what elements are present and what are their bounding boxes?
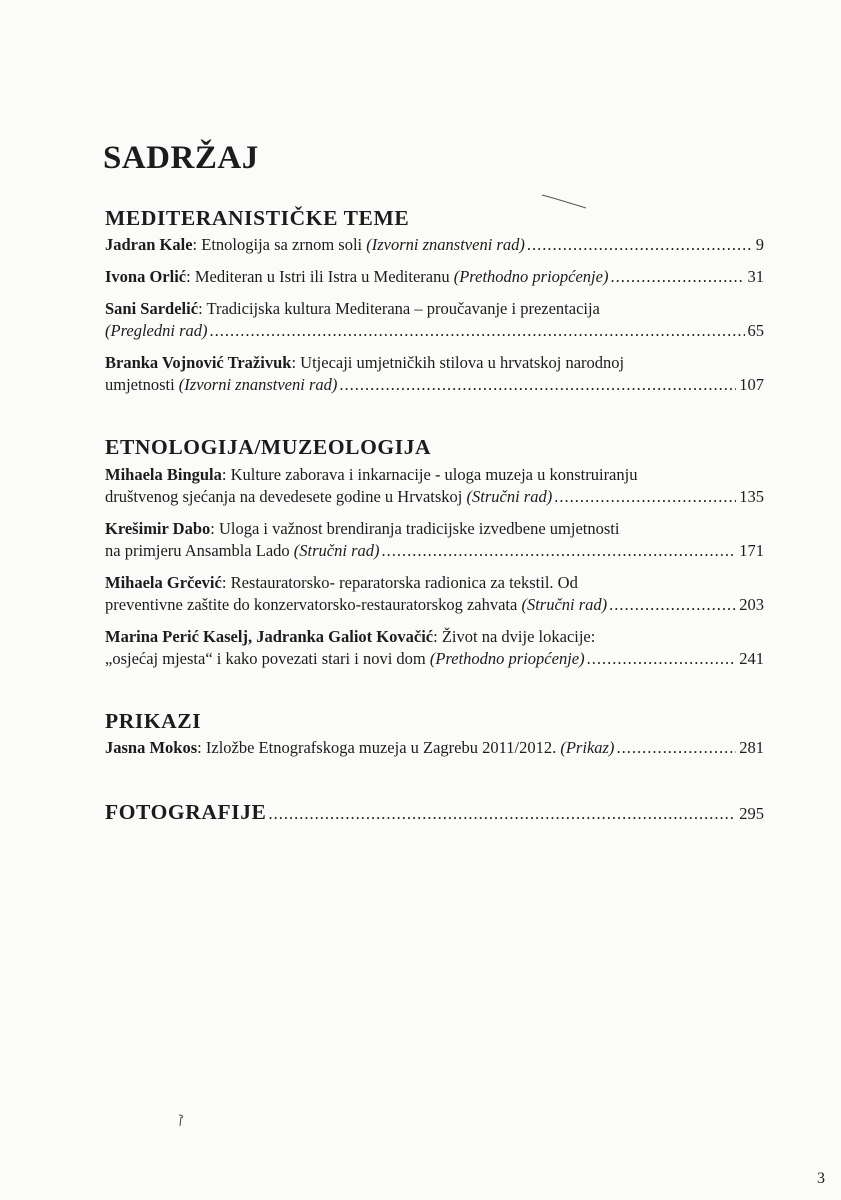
entry-title-continued: preventivne zaštite do konzervatorsko-restauratorskog zahvata (105, 595, 518, 614)
entry-page-number: 171 (739, 541, 764, 560)
entry-separator: : (433, 627, 442, 646)
entry-separator: : (210, 519, 219, 538)
entry-title-continued: umjetnosti (105, 375, 175, 394)
toc-entry[interactable] (105, 626, 764, 670)
entry-title: Život na dvije lokacije: (441, 627, 596, 646)
dot-leader (616, 737, 736, 759)
toc-entry[interactable] (105, 298, 764, 342)
entry-type: (Izvorni znanstveni rad) (178, 375, 338, 394)
section-heading-etnologija-muzeologija: ETNOLOGIJA/MUZEOLOGIJA (105, 435, 432, 459)
pen-stroke-mark (540, 192, 590, 210)
entry-author: Jasna Mokos (105, 738, 198, 757)
entry-title: Mediteran u Istri ili Istra u Mediteranu (194, 267, 450, 286)
entry-separator: : (221, 465, 231, 484)
entry-title: Uloga i važnost brendiranja tradicijske izvedbene umjetnosti (218, 519, 620, 538)
entry-type: (Stručni rad) (293, 541, 380, 560)
entry-page-number: 31 (747, 267, 764, 286)
section-heading-fotografije: FOTOGRAFIJE (105, 800, 267, 824)
entry-title: Utjecaji umjetničkih stilova u hrvatskoj narodnoj (300, 353, 625, 372)
entry-page-number: 135 (739, 487, 764, 506)
dot-leader (210, 320, 745, 342)
entry-separator: : (291, 353, 301, 372)
toc-entry[interactable] (105, 572, 764, 616)
entry-page-number: 295 (739, 804, 764, 823)
toc-entry-photos[interactable] (105, 800, 764, 825)
entry-title: Tradicijska kultura Mediterana – proučavanje i prezentacija (206, 299, 600, 318)
dot-leader (609, 594, 736, 616)
entry-author: Mihaela Bingula (105, 465, 222, 484)
entry-author: Krešimir Dabo (105, 519, 211, 538)
toc-entry[interactable] (105, 464, 764, 508)
entry-separator: : (197, 738, 206, 757)
entry-type: (Stručni rad) (521, 595, 608, 614)
entry-title: Restauratorsko- reparatorska radionica za tekstil. Od (230, 573, 578, 592)
entry-title-continued: „osjećaj mjesta“ i kako povezati stari i novi dom (105, 649, 426, 668)
entry-author: Jadran Kale (105, 235, 193, 254)
entry-title-continued: na primjeru Ansambla Lado (105, 541, 290, 560)
entry-author: Ivona Orlić (105, 267, 187, 286)
entry-type: (Prethodno priopćenje) (453, 267, 609, 286)
entry-title: Izložbe Etnografskoga muzeja u Zagrebu 2011/2012. (205, 738, 557, 757)
entry-author: Mihaela Grčević (105, 573, 222, 592)
entry-page-number: 65 (747, 321, 764, 340)
dot-leader (554, 486, 736, 508)
toc-entry[interactable] (105, 266, 764, 288)
entry-title-continued: društvenog sjećanja na devedesete godine u Hrvatskoj (105, 487, 463, 506)
entry-author: Branka Vojnović Traživuk (105, 353, 292, 372)
section-heading-prikazi: PRIKAZI (105, 709, 202, 733)
entry-page-number: 9 (755, 235, 764, 254)
entry-author: Marina Perić Kaselj, Jadranka Galiot Kovačić (105, 627, 434, 646)
dot-leader (587, 648, 737, 670)
page-title: SADRŽAJ (103, 140, 259, 176)
dot-leader (527, 234, 753, 256)
dot-leader (610, 266, 744, 288)
entry-type: (Prikaz) (560, 738, 615, 757)
toc-entry[interactable] (105, 352, 764, 396)
entry-page-number: 203 (739, 595, 764, 614)
page-number: 3 (817, 1170, 825, 1187)
entry-page-number: 107 (739, 375, 764, 394)
entry-separator: : (186, 267, 195, 286)
entry-author: Sani Sardelić (105, 299, 199, 318)
entry-page-number: 241 (739, 649, 764, 668)
entry-separator: : (192, 235, 202, 254)
toc-entry[interactable] (105, 234, 764, 256)
ink-speck-mark (176, 1113, 186, 1129)
toc-entry[interactable] (105, 518, 764, 562)
entry-type: (Prethodno priopćenje) (429, 649, 585, 668)
entry-type: (Stručni rad) (466, 487, 553, 506)
entry-title: Etnologija sa zrnom soli (201, 235, 363, 254)
entry-separator: : (221, 573, 231, 592)
entry-type: (Pregledni rad) (105, 321, 208, 340)
toc-entry[interactable] (105, 737, 764, 759)
entry-title: Kulture zaborava i inkarnacije - uloga muzeja u konstruiranju (230, 465, 638, 484)
entry-page-number: 281 (739, 738, 764, 757)
entry-separator: : (198, 299, 207, 318)
dot-leader (339, 374, 736, 396)
entry-type: (Izvorni znanstveni rad) (366, 235, 525, 254)
dot-leader (269, 804, 737, 824)
dot-leader (382, 540, 737, 562)
section-heading-mediteranisticke-teme: MEDITERANISTIČKE TEME (105, 206, 410, 230)
